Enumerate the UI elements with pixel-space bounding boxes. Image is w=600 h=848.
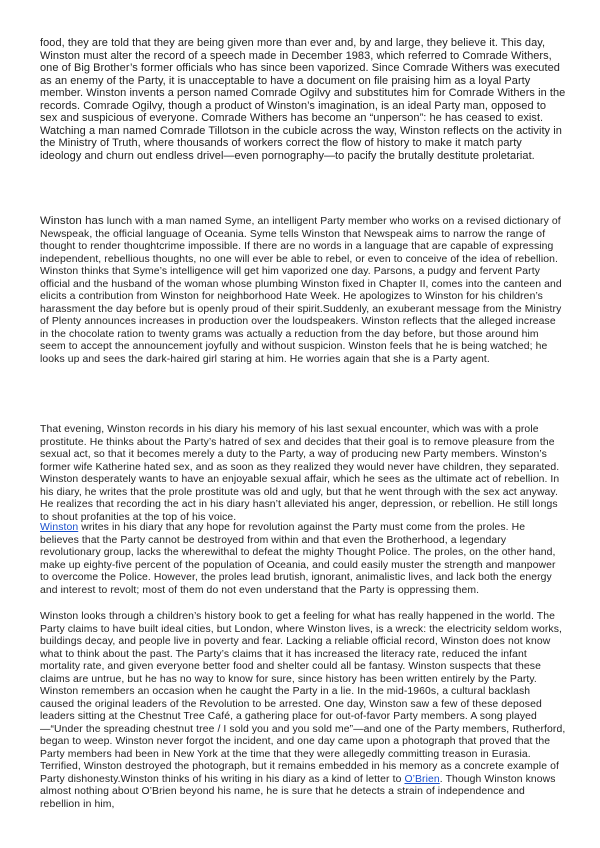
paragraph-history-book xyxy=(40,611,566,811)
paragraph-syme xyxy=(40,215,566,366)
paragraph-lead-text: Winston has xyxy=(40,215,104,227)
paragraph-diary-evening: That evening, Winston records in his diary his memory of his last sexual encounter, which was with a prole prostitute. He thinks about the Party’s hatred of sex and decides that their goal is to remove pleasure from the sexual act, so that it becomes merely a duty to the Party, a way of producing new Party members. Winston’s former wife Katherine hated sex, and as soon as they realized they would never have children, they separated. Winston desperately wants to have an enjoyable sexual affair, which he sees as the ultimate act of rebellion. In his diary, he writes that the prole prostitute was old and ugly, but that he went through with the sex act anyway. He realizes that recording the act in his diary hasn’t alleviated his anger, depression, or rebellion. He still longs to shout profanities at the top of his voice. xyxy=(40,424,560,523)
paragraph-body-text: lunch with a man named Syme, an intelligent Party member who works on a revised dictionary of Newspeak, the official language of Oceania. Syme tells Winston that Newspeak aims to narrow the range of thought to render thoughtcrime impossible. If there are no words in a language that are capable of expressing independent, rebellious thoughts, no one will ever be able to rebel, or even to conceive of the idea of rebellion. Winston thinks that Syme’s intelligence will get him vaporized one day. Parsons, a pudgy and fervent Party official and the husband of the woman whose plumbing Winston fixed in Chapter II, comes into the canteen and elicits a contribution from Winston for neighborhood Hate Week. He apologizes to Winston for his children’s harassment the day before but is openly proud of their spirit.Suddenly, an exuberant message from the Ministry of Plenty announces increases in production over the loudspeakers. Winston reflects that the alleged increase in the chocolate ration to twenty grams was actually a reduction from the day before, but those around him seem to accept the announcement joyfully and without suspicion. Winston feels that he is being watched; he looks up and sees the dark-haired girl staring at him. He worries again that she is a Party agent. xyxy=(40,216,562,365)
paragraph-body-text: writes in his diary that any hope for revolution against the Party must come from the proles. He believes that the Party cannot be destroyed from within and that even the Brotherhood, a legendary revolutionary group, lacks the wherewithal to defeat the mighty Thought Police. The proles, on the other hand, make up eighty-five percent of the population of Oceania, and could easily muster the strength and manpower to overcome the Police. However, the proles lead brutish, ignorant, animalistic lives, and lack both the energy and interest to revolt; most of them do not even understand that the Party is oppressing them. xyxy=(40,522,556,596)
paragraph-body-text: Winston looks through a children’s history book to get a feeling for what has really happened in the world. The Party claims to have built ideal cities, but London, where Winston lives, is a wreck: the electricity seldom works, buildings decay, and people live in poverty and fear. Lacking a reliable official record, Winston does not know what to think about the past. The Party’s claims that it has increased the literacy rate, reduced the infant mortality rate, and given everyone better food and shelter could all be fantasy. Winston suspects that these claims are untrue, but he has no way to know for sure, since history has been written entirely by the Party. Winston remembers an occasion when he caught the Party in a lie. In the mid-1960s, a cultural backlash caused the original leaders of the Revolution to be arrested. One day, Winston saw a few of these deposed leaders sitting at the Chestnut Tree Café, a gathering place for out-of-favor Party members. A song played—“Under the spreading chestnut tree / I sold you and you sold me”—and one of the Party members, Rutherford, began to weep. Winston never forgot the incident, and one day came upon a photograph that proved that the Party members had been in New York at the time that they were allegedly committing treason in Eurasia. Terrified, Winston destroyed the photograph, but it remains embedded in his memory as a concrete example of Party dishonesty.Winston thinks of his writing in his diary as a kind of letter to xyxy=(40,611,566,785)
paragraph-withers: food, they are told that they are being given more than ever and, by and large, they believe it. This day, Winston must alter the record of a speech made in December 1983, which referred to Comrade Withers, one of Big Brother’s former officials who has since been vaporized. Since Comrade Withers was executed as an enemy of the Party, it is unacceptable to have a document on file praising him as a loyal Party member. Winston invents a person named Comrade Ogilvy and substitutes him for Comrade Withers in the records. Comrade Ogilvy, though a product of Winston’s imagination, is an ideal Party man, opposed to sex and suspicious of everyone. Comrade Withers has become an “unperson”: he has ceased to exist. Watching a man named Comrade Tillotson in the cubicle across the way, Winston reflects on the activity in the Ministry of Truth, where thousands of workers correct the flow of history to make it match party ideology and churn out endless drivel—even pornography—to pacify the brutally destitute proletariat. xyxy=(40,37,566,162)
paragraph-proles xyxy=(40,522,566,597)
paragraph-body-text-end: . Though Winston knows almost nothing about O’Brien beyond his name, he is sure that he detects a strain of independence and rebellion in him, xyxy=(40,773,556,810)
winston-link[interactable]: Winston xyxy=(40,522,79,533)
obrien-link[interactable]: O’Brien xyxy=(404,773,440,785)
